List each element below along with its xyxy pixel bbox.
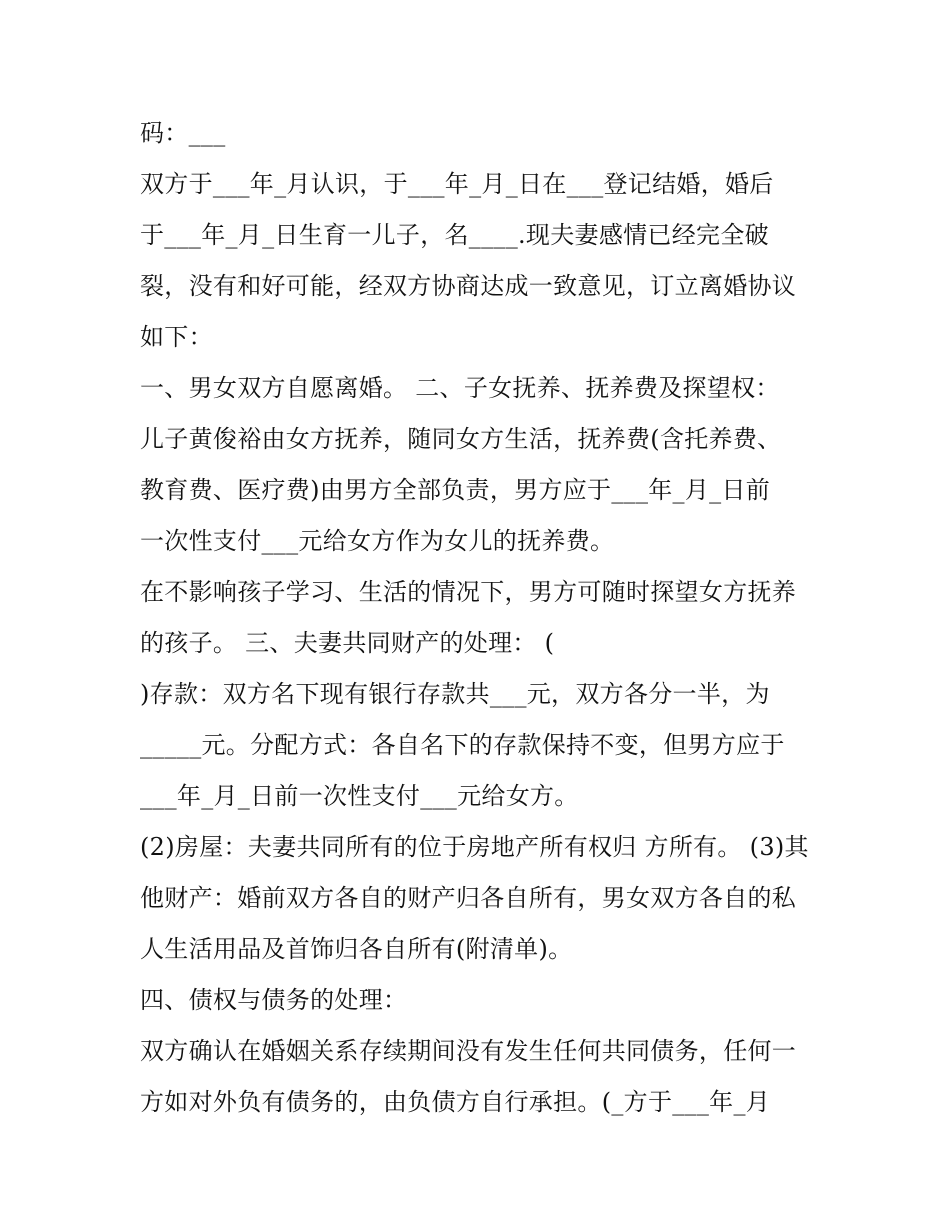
text-line: 双方确认在婚姻关系存续期间没有发生任何共同债务，任何一 [140,1037,797,1065]
text-line: (2)房屋：夫妻共同所有的位于房地产所有权归 方所有。 (3)其 [140,833,809,861]
text-line: 码：___ [140,119,226,147]
text-line: 在不影响孩子学习、生活的情况下，男方可随时探望女方抚养 [140,578,797,606]
text-line: 的孩子。 三、夫妻共同财产的处理： ( [140,629,555,657]
text-line: 如下： [140,323,213,351]
text-line: 一、男女双方自愿离婚。 二、子女抚养、抚养费及探望权： [140,374,780,402]
text-line: )存款：双方名下现有银行存款共___元，双方各分一半，为 [140,680,770,708]
text-line: 四、债权与债务的处理： [140,986,408,1014]
text-line: 裂，没有和好可能，经双方协商达成一致意见，订立离婚协议 [140,272,797,300]
text-line: 双方于___年_月认识，于___年_月_日在___登记结婚，婚后 [140,170,774,198]
text-line: 于___年_月_日生育一儿子，名____.现夫妻感情已经完全破 [140,221,769,249]
text-line: 儿子黄俊裕由女方抚养，随同女方生活，抚养费(含托养费、 [140,425,782,453]
text-line: 教育费、医疗费)由男方全部负责，男方应于___年_月_日前 [140,476,771,504]
document-body [140,108,830,1128]
text-line: 他财产：婚前双方各自的财产归各自所有，男女双方各自的私 [140,884,797,912]
text-line: ___年_月_日前一次性支付___元给女方。 [140,782,579,810]
text-line: _____元。分配方式：各自名下的存款保持不变，但男方应于 [140,731,785,759]
text-line: 方如对外负有债务的，由负债方自行承担。(_方于___年_月 [140,1088,771,1116]
text-line: 一次性支付___元给女方作为女儿的抚养费。 [140,527,615,555]
text-line: 人生活用品及首饰归各自所有(附清单)。 [140,935,573,963]
